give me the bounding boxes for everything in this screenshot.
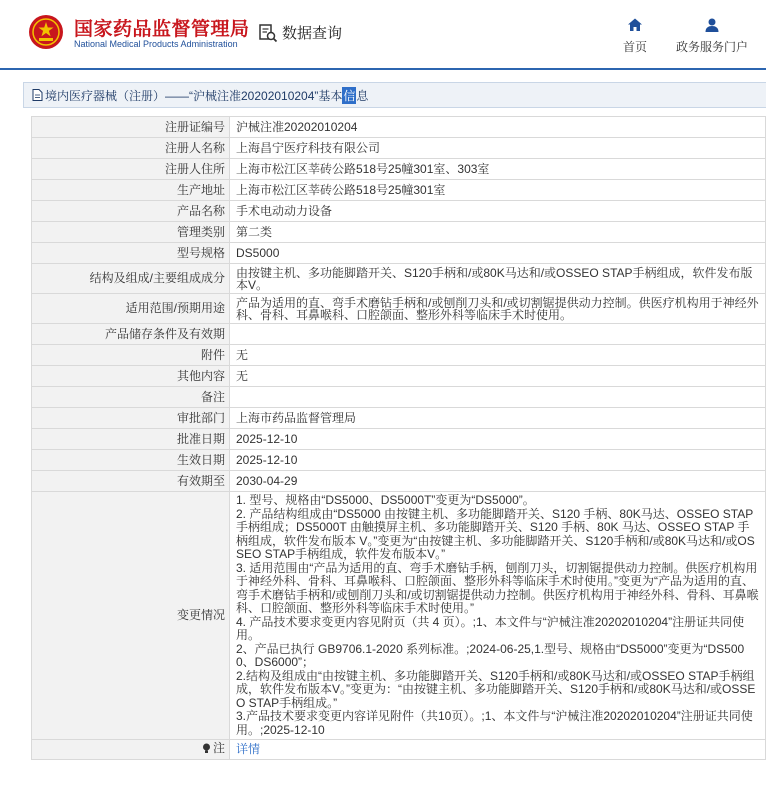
field-value: 上海市药品监督管理局 [230, 408, 766, 429]
field-value [230, 324, 766, 345]
field-key: 注册人住所 [32, 159, 230, 180]
field-value: 上海市松江区莘砖公路518号25幢301室、303室 [230, 159, 766, 180]
field-key: 结构及组成/主要组成成分 [32, 264, 230, 294]
field-key: 其他内容 [32, 366, 230, 387]
breadcrumb-suffix: 息 [356, 88, 369, 103]
field-value: 无 [230, 345, 766, 366]
field-key: 有效期至 [32, 471, 230, 492]
note-key [202, 742, 225, 755]
field-key: 变更情况 [32, 492, 230, 740]
table-row [32, 138, 766, 159]
table-row [32, 387, 766, 408]
table-row [32, 450, 766, 471]
table-row [32, 264, 766, 294]
field-key: 批准日期 [32, 429, 230, 450]
field-key: 附件 [32, 345, 230, 366]
table-row [32, 222, 766, 243]
home-icon [627, 17, 643, 33]
field-value: 沪械注准20202010204 [230, 117, 766, 138]
field-value: 上海昌宁医疗科技有限公司 [230, 138, 766, 159]
field-value: 产品为适用的直、弯手术磨钻手柄和/或刨削刀头和/或切割锯提供动力控制。供医疗机构用于神经外科、骨科、耳鼻喉科、口腔颌面、整形外科等临床手术时使用。 [230, 294, 766, 324]
field-key: 注册证编号 [32, 117, 230, 138]
field-key: 备注 [32, 387, 230, 408]
breadcrumb-text: 境内医疗器械（注册）——“沪械注准20202010204”基本 [45, 88, 343, 103]
field-key: 适用范围/预期用途 [32, 294, 230, 324]
field-key: 产品储存条件及有效期 [32, 324, 230, 345]
field-key: 生产地址 [32, 180, 230, 201]
table-row [32, 243, 766, 264]
breadcrumb [23, 82, 766, 108]
table-row [32, 366, 766, 387]
field-value: 第二类 [230, 222, 766, 243]
table-row [32, 492, 766, 740]
field-value: 手术电动动力设备 [230, 201, 766, 222]
table-row [32, 159, 766, 180]
nav-service-label: 政务服务门户 [675, 40, 748, 54]
table-row [32, 471, 766, 492]
lightbulb-icon [202, 743, 211, 754]
note-key-label: 注 [212, 741, 225, 755]
table-row [32, 408, 766, 429]
site-subtitle: National Medical Products Administration [74, 39, 238, 49]
field-key: 产品名称 [32, 201, 230, 222]
field-key: 管理类别 [32, 222, 230, 243]
field-key: 审批部门 [32, 408, 230, 429]
nav-service-portal[interactable] [672, 17, 752, 55]
site-title[interactable]: 国家药品监督管理局 [74, 19, 250, 40]
data-search-icon [258, 23, 278, 43]
national-emblem-icon[interactable] [28, 14, 64, 50]
user-icon [704, 17, 720, 33]
table-row [32, 180, 766, 201]
field-key: 注册人名称 [32, 138, 230, 159]
field-value: 无 [230, 366, 766, 387]
note-value [230, 740, 766, 760]
field-value: 由按键主机、多功能脚踏开关、S120手柄和/或80K马达和/或OSSEO STAP手柄组成，软件发布版本V。 [230, 264, 766, 294]
field-value: 上海市松江区莘砖公路518号25幢301室 [230, 180, 766, 201]
field-key: 生效日期 [32, 450, 230, 471]
note-key-cell [32, 740, 230, 760]
table-row [32, 345, 766, 366]
table-row [32, 429, 766, 450]
table-row [32, 740, 766, 760]
registration-info-table [31, 116, 766, 760]
field-value: 2025-12-10 [230, 450, 766, 471]
field-key: 型号规格 [32, 243, 230, 264]
field-value: 2025-12-10 [230, 429, 766, 450]
nav-home[interactable] [620, 17, 650, 55]
field-value [230, 387, 766, 408]
field-value: 2030-04-29 [230, 471, 766, 492]
field-value: DS5000 [230, 243, 766, 264]
table-row [32, 201, 766, 222]
table-row [32, 324, 766, 345]
data-query-label: 数据查询 [282, 25, 343, 42]
data-query-heading[interactable] [258, 22, 342, 43]
detail-link[interactable]: 详情 [236, 742, 261, 756]
nav-home-label: 首页 [622, 40, 647, 54]
table-row [32, 117, 766, 138]
site-header [0, 0, 766, 70]
breadcrumb-highlight: 信 [343, 88, 356, 103]
document-icon [32, 89, 43, 101]
table-row [32, 294, 766, 324]
field-value: 1. 型号、规格由“DS5000、DS5000T”变更为“DS5000”。 2. 产品结构组成由“DS5000 由按键主机、多功能脚踏开关、S120 手柄、80K马达、OSSEO STAP 手柄组成；DS5000T 由触摸屏主机、多功能脚踏开关、S120 手柄、80K 马达、OSSEO STAP 手柄组成，软件发布版本 V。”变更为“由按键主机、多功能脚踏开关、S120手柄和/或80K马达和/或OSSEO STAP手柄组成，软件发布版本V。” 3. 适用范围由“产品为适用的直、弯手术磨钻手柄，刨削刀头，切割锯提供动力控制。供医疗机构用于神经外科、骨科、耳鼻喉科、口腔颌面、整形外科等临床手术时使用。”变更为“产品为适用的直、弯手术磨钻手柄和/或刨削刀头和/或切割锯提供动力控制。供医疗机构用于神经外科、骨科、耳鼻喉科、口腔颌面、整形外科等临床手术时使用。” 4. 产品技术要求变更内容见附页（共 4 页）。;1、本文件与“沪械注准20202010204”注册证共同使用。 2、产品已执行 GB9706.1-2020 系列标准。;2024-06-25,1.型号、规格由“DS5000”变更为“DS5000、DS6000”； 2.结构及组成由“由按键主机、多功能脚踏开关、S120手柄和/或80K马达和/或OSSEO STAP手柄组成，软件发布版本V。”变更为：“由按键主机、多功能脚踏开关、S120手柄和/或80K马达和/或OSSEO STAP手柄组成。” 3.产品技术要求变更内容详见附件（共10页）。;1、本文件与“沪械注准20202010204”注册证共同使用。;2025-12-10 [230, 492, 766, 740]
